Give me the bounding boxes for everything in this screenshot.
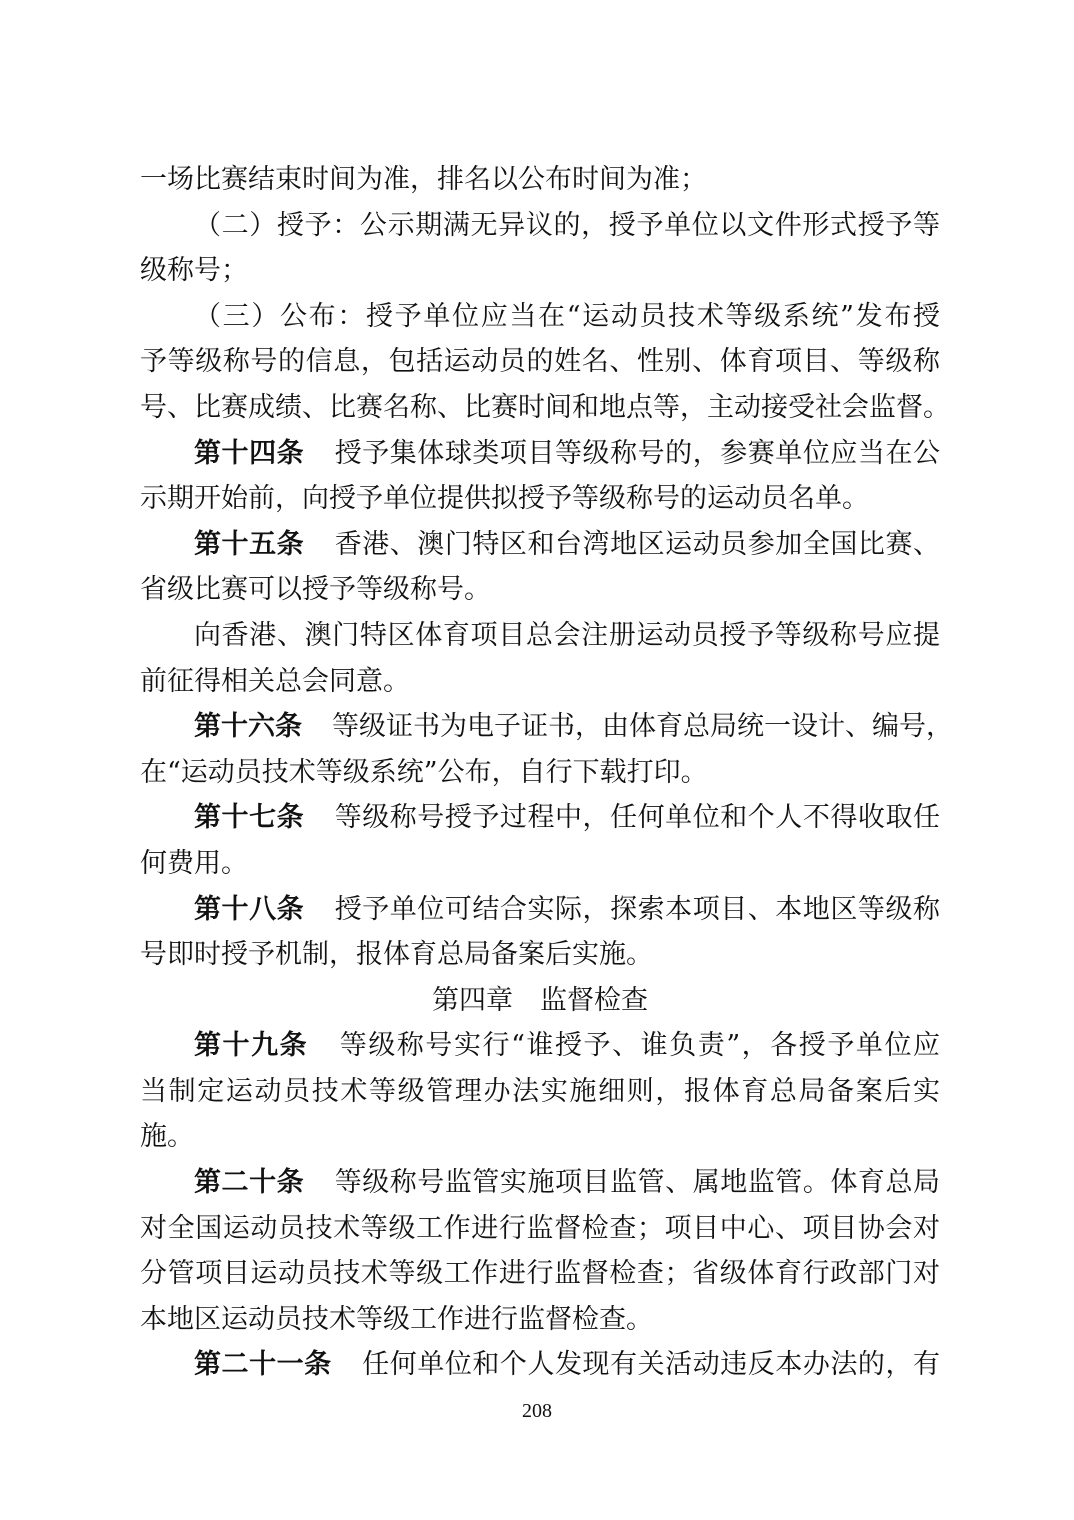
text-line bbox=[140, 522, 940, 568]
chapter-heading: 第四章 监督检查 bbox=[432, 984, 648, 1016]
line-text: 前征得相关总会同意。 bbox=[140, 665, 410, 697]
text-line bbox=[140, 1114, 940, 1160]
page-number: 208 bbox=[522, 1400, 552, 1422]
text-line bbox=[140, 339, 940, 385]
line-text: 级称号； bbox=[140, 255, 248, 287]
line-text: 当制定运动员技术等级管理办法实施细则，报体育总局备案后实 bbox=[140, 1075, 940, 1107]
article-number: 第二十一条 bbox=[194, 1349, 332, 1381]
text-line bbox=[140, 431, 940, 477]
document-body bbox=[140, 157, 953, 1388]
text-line bbox=[140, 750, 940, 796]
line-text: 授予集体球类项目等级称号的，参赛单位应当在公 bbox=[334, 437, 941, 469]
line-text: 等级称号实行“谁授予、谁负责”，各授予单位应 bbox=[338, 1030, 941, 1062]
article-number: 第十五条 bbox=[194, 528, 305, 560]
line-text: 一场比赛结束时间为准，排名以公布时间为准； bbox=[140, 164, 707, 195]
text-line bbox=[140, 1206, 940, 1252]
line-text: 任何单位和个人发现有关活动违反本办法的，有 bbox=[361, 1349, 941, 1381]
text-line bbox=[140, 294, 940, 340]
article-number: 第二十条 bbox=[194, 1167, 305, 1199]
line-text: 香港、澳门特区和台湾地区运动员参加全国比赛、 bbox=[334, 528, 941, 560]
article-number: 第十八条 bbox=[194, 893, 305, 925]
article-number: 第十六条 bbox=[194, 711, 302, 743]
article-number: 第十四条 bbox=[194, 437, 305, 469]
text-line bbox=[140, 1069, 940, 1115]
line-text: 在“运动员技术等级系统”公布，自行下载打印。 bbox=[140, 756, 708, 788]
text-line bbox=[140, 659, 940, 705]
text-line bbox=[140, 157, 940, 203]
text-line bbox=[140, 887, 940, 933]
line-text: 省级比赛可以授予等级称号。 bbox=[140, 574, 491, 606]
line-text: 施。 bbox=[140, 1121, 194, 1153]
line-text: 等级称号授予过程中，任何单位和个人不得收取任 bbox=[334, 802, 941, 834]
text-line bbox=[140, 385, 950, 431]
line-text: 号即时授予机制，报体育总局备案后实施。 bbox=[140, 939, 653, 971]
text-line bbox=[140, 1251, 940, 1297]
text-line bbox=[140, 476, 940, 522]
text-line bbox=[140, 1023, 940, 1069]
article-number: 第十九条 bbox=[194, 1030, 309, 1062]
text-line bbox=[140, 932, 940, 978]
line-text: 予等级称号的信息，包括运动员的姓名、性别、体育项目、等级称 bbox=[140, 346, 940, 378]
text-line bbox=[140, 704, 953, 750]
line-text: 示期开始前，向授予单位提供拟授予等级称号的运动员名单。 bbox=[140, 483, 869, 515]
line-text: （三）公布：授予单位应当在“运动员技术等级系统”发布授 bbox=[194, 300, 940, 332]
text-line bbox=[140, 248, 940, 294]
line-text: 本地区运动员技术等级工作进行监督检查。 bbox=[140, 1303, 653, 1335]
line-text: 对全国运动员技术等级工作进行监督检查；项目中心、项目协会对 bbox=[140, 1212, 940, 1244]
line-text: 向香港、澳门特区体育项目总会注册运动员授予等级称号应提 bbox=[194, 619, 940, 651]
line-text: （二）授予：公示期满无异议的，授予单位以文件形式授予等 bbox=[194, 209, 940, 241]
line-text: 分管项目运动员技术等级工作进行监督检查；省级体育行政部门对 bbox=[140, 1258, 940, 1290]
text-line bbox=[140, 1160, 940, 1206]
text-line bbox=[140, 613, 940, 659]
article-number: 第十七条 bbox=[194, 802, 305, 834]
text-line bbox=[140, 841, 940, 887]
text-line bbox=[140, 203, 940, 249]
line-text: 等级称号监管实施项目监管、属地监管。体育总局 bbox=[334, 1167, 941, 1199]
line-text: 何费用。 bbox=[140, 847, 248, 879]
text-line bbox=[140, 1342, 940, 1388]
text-line bbox=[140, 567, 940, 613]
line-text: 等级证书为电子证书，由体育总局统一设计、编号， bbox=[332, 711, 953, 743]
text-line bbox=[140, 1297, 940, 1343]
line-text: 授予单位可结合实际，探索本项目、本地区等级称 bbox=[334, 893, 941, 925]
text-line bbox=[140, 795, 940, 841]
line-text: 号、比赛成绩、比赛名称、比赛时间和地点等，主动接受社会监督。 bbox=[140, 391, 950, 423]
